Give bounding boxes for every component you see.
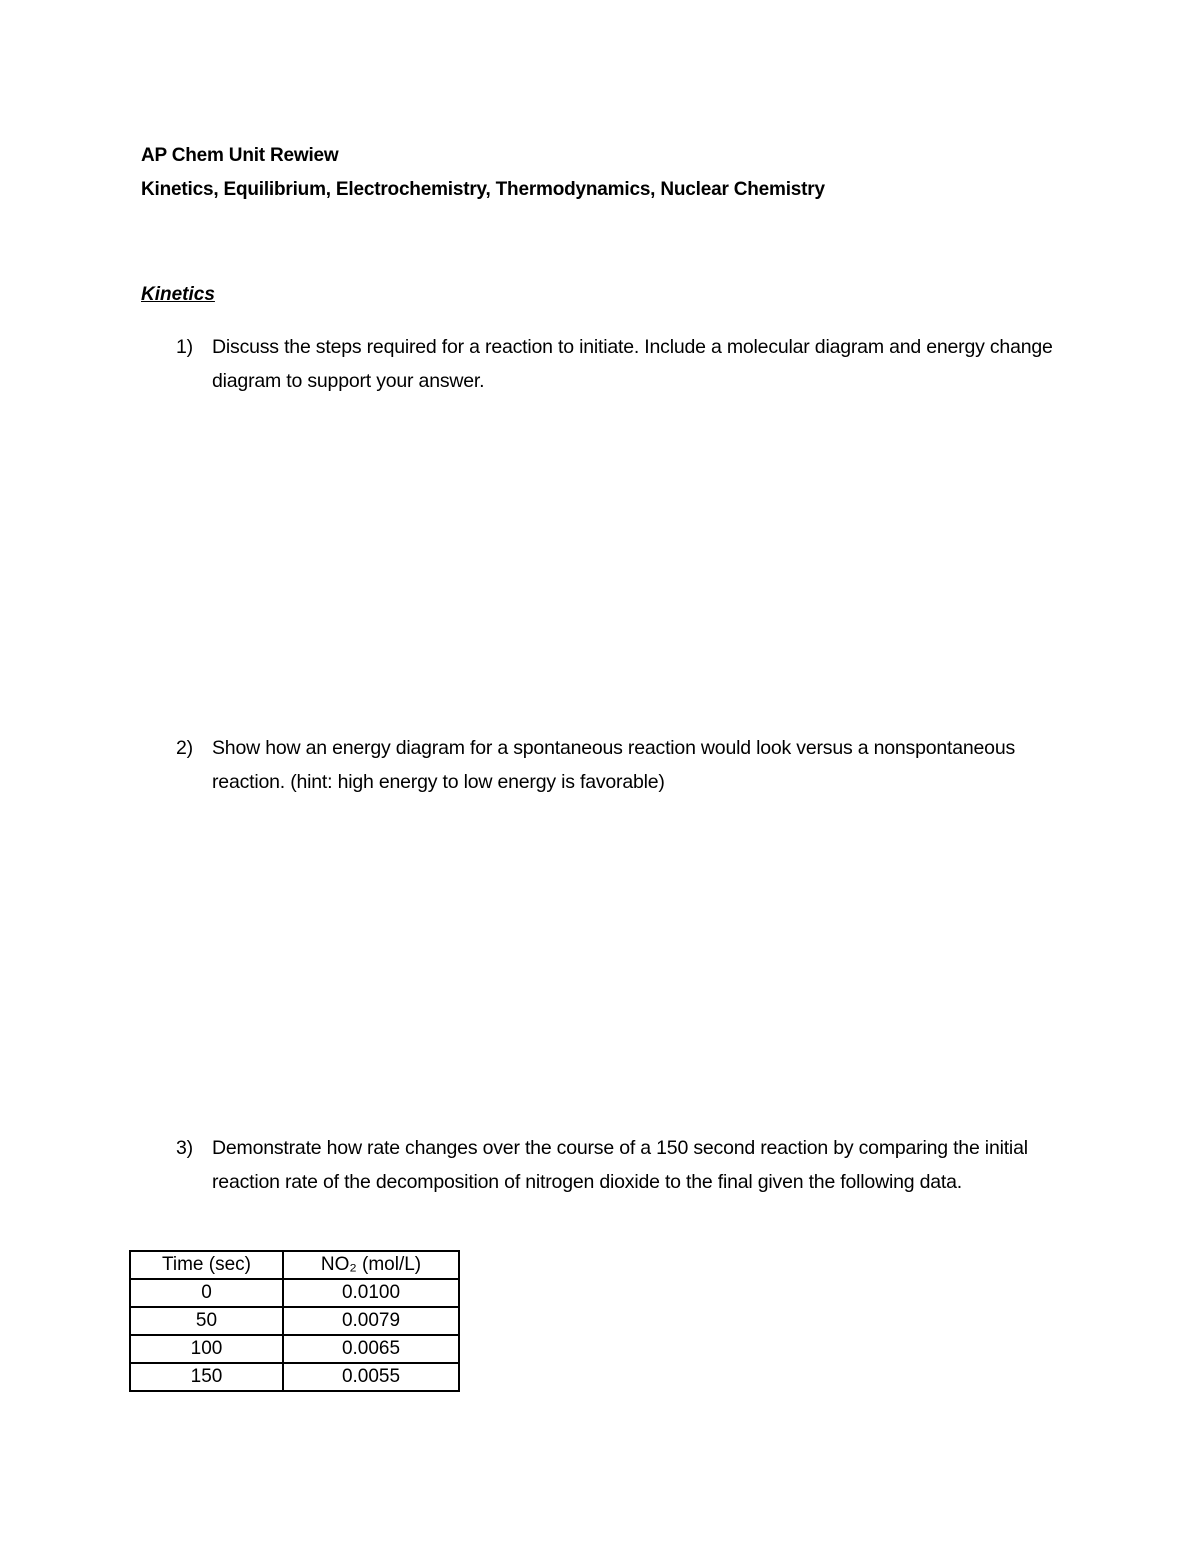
section-heading-kinetics: Kinetics	[141, 284, 215, 305]
question-text: Demonstrate how rate changes over the course of a 150 second reaction by comparing the initial reaction rate of the decomposition of nitrogen dioxide to the final given the following data.	[212, 1137, 1028, 1193]
question-number: 1)	[176, 336, 193, 358]
question-3	[176, 1132, 1056, 1199]
table-cell-no2: 0.0100	[283, 1279, 459, 1307]
question-number: 2)	[176, 737, 193, 759]
no2-concentration-table	[129, 1250, 460, 1392]
document-subtitle: Kinetics, Equilibrium, Electrochemistry, Thermodynamics, Nuclear Chemistry	[141, 179, 825, 200]
table-row	[130, 1335, 459, 1363]
table-cell-no2: 0.0079	[283, 1307, 459, 1335]
table-row	[130, 1307, 459, 1335]
table-row	[130, 1363, 459, 1391]
table-header-row	[130, 1251, 459, 1279]
question-1	[176, 331, 1056, 398]
question-2	[176, 732, 1056, 799]
question-number: 3)	[176, 1137, 193, 1159]
table-cell-time: 0	[130, 1279, 283, 1307]
table-cell-time: 150	[130, 1363, 283, 1391]
table-cell-no2: 0.0055	[283, 1363, 459, 1391]
table-cell-no2: 0.0065	[283, 1335, 459, 1363]
question-text: Show how an energy diagram for a spontaneous reaction would look versus a nonspontaneous reaction. (hint: high energy to low energy is favorable)	[212, 737, 1016, 793]
document-title: AP Chem Unit Rewiew	[141, 145, 339, 166]
question-text: Discuss the steps required for a reaction to initiate. Include a molecular diagram and energy change diagram to support your answer.	[212, 336, 1053, 392]
table-header-no2: NO₂ (mol/L)	[283, 1251, 459, 1279]
table-cell-time: 100	[130, 1335, 283, 1363]
table-cell-time: 50	[130, 1307, 283, 1335]
table-row	[130, 1279, 459, 1307]
table-header-time: Time (sec)	[130, 1251, 283, 1279]
